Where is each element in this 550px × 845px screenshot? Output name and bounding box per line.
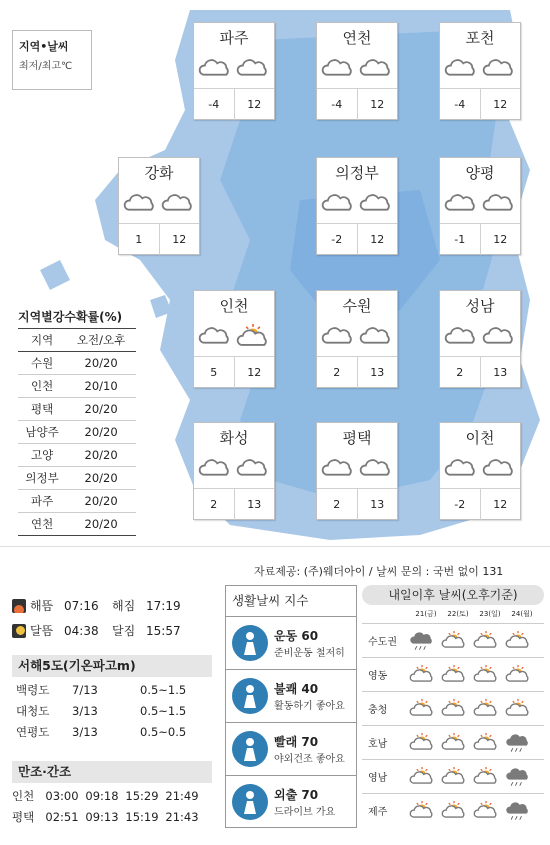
exercise-icon [232,625,268,661]
rain-value: 20/20 [66,352,136,375]
sun-cloud-icon [470,796,502,826]
tide-times [12,761,212,828]
legend-subtitle: 최저/최고℃ [19,61,73,72]
sun-cloud-icon [470,626,502,656]
cloud-icon [198,456,232,486]
city-card [439,422,521,520]
cloud-icon [321,456,355,486]
tide-time: 09:13 [85,810,119,824]
table-row [18,398,136,421]
city-temps [194,89,274,120]
rain-region: 인천 [18,375,66,398]
weather-icons [194,53,274,89]
temp-low: 2 [194,489,235,520]
sunset-label: 해짐 [112,599,136,613]
moonrise-time: 04:38 [64,623,99,638]
cloud-rain-icon [406,626,438,656]
city-card [439,22,521,120]
rain-region: 의정부 [18,467,66,490]
sun-cloud-icon [470,694,502,724]
moonrise-label: 달뜸 [30,624,54,638]
table-row [18,467,136,490]
list-item [12,680,212,701]
table-row [18,352,136,375]
city-name: 의정부 [335,164,379,182]
cloud-icon [198,324,232,354]
sun-moon-times [12,593,212,643]
moonset-time: 15:57 [146,623,181,638]
island-wave: 0.5~1.5 [140,683,187,697]
tide-place: 평택 [12,810,35,824]
cloud-icon [359,56,393,86]
temp-low: -2 [440,489,481,520]
forecast-row [362,623,544,657]
laundry-icon [232,731,268,767]
rain-region: 수원 [18,352,66,375]
forecast-region: 수도권 [368,637,397,648]
city-name: 파주 [219,29,249,47]
life-index-name: 운동 60 [274,629,319,643]
cloud-icon [236,456,270,486]
forecast-row [362,793,544,827]
forecast-region: 영남 [368,773,388,784]
sun-row [12,593,212,618]
city-temps [440,489,520,520]
forecast-region: 충청 [368,705,388,716]
cloud-icon [321,56,355,86]
temp-low: 2 [440,357,481,388]
moon-row [12,618,212,643]
temp-high: 12 [493,233,508,246]
life-index-name: 빨래 70 [274,735,319,749]
moonset-label: 달짐 [112,624,136,638]
temp-high: 12 [370,98,385,111]
cloud-rain-icon [502,762,534,792]
cloud-icon [444,56,478,86]
section-divider [0,546,550,547]
cloud-icon [482,456,516,486]
city-name: 수원 [342,297,372,315]
cloud-icon [482,324,516,354]
city-temps [194,357,274,388]
rain-value: 20/20 [66,421,136,444]
island-wave: 0.5~0.5 [140,725,187,739]
weather-icons [317,53,397,89]
life-index-item [226,722,356,775]
discomfort-icon [232,678,268,714]
cloud-icon [444,191,478,221]
forecast-region: 제주 [368,807,388,818]
city-name: 인천 [219,297,249,315]
temp-high: 12 [172,233,187,246]
rain-value: 20/20 [66,490,136,513]
island-temp: 3/13 [72,725,98,739]
temp-high: 13 [493,366,508,379]
sun-cloud-icon [438,762,470,792]
city-name: 연천 [342,29,372,47]
forecast-row [362,691,544,725]
island-temp: 7/13 [72,683,98,697]
forecast-date: 23(일) [479,610,501,618]
temp-high: 13 [247,498,262,511]
cloud-icon [359,456,393,486]
cloud-icon [236,56,270,86]
temp-low: 1 [119,224,160,255]
city-card [193,22,275,120]
weather-icons [440,188,520,224]
rain-probability-table [18,306,136,536]
temp-low: -4 [440,89,481,120]
tide-time: 21:43 [165,810,199,824]
life-index-item [226,775,356,828]
island-wave: 0.5~1.5 [140,704,187,718]
city-name: 강화 [144,164,174,182]
city-temps [440,224,520,255]
sun-cloud-icon [406,694,438,724]
sun-cloud-icon [502,660,534,690]
weather-icons [440,321,520,357]
tide-title: 만조·간조 [12,761,212,783]
sun-cloud-icon [406,762,438,792]
cloud-icon [482,56,516,86]
weather-icons [440,53,520,89]
weather-icons [317,453,397,489]
sun-cloud-icon [406,796,438,826]
rain-value: 20/20 [66,444,136,467]
city-card [316,22,398,120]
temp-low: -4 [317,89,358,120]
life-title: 생활날씨 지수 [232,593,309,608]
cloud-icon [321,191,355,221]
sun-cloud-icon [470,762,502,792]
temp-low: 2 [317,489,358,520]
city-card [439,157,521,255]
city-card [439,290,521,388]
life-index-desc: 드라이브 가요 [274,807,336,818]
city-temps [317,357,397,388]
rain-region: 고양 [18,444,66,467]
sun-cloud-icon [438,660,470,690]
rain-value: 20/20 [66,513,136,536]
cloud-rain-icon [502,796,534,826]
city-name: 양평 [465,164,495,182]
city-name: 이천 [465,429,495,447]
life-index-desc: 활동하기 좋아요 [274,701,345,712]
city-temps [440,357,520,388]
sunset-time: 17:19 [146,598,181,613]
rain-region: 파주 [18,490,66,513]
forecast-row [362,759,544,793]
weather-icons [440,453,520,489]
island-name: 대청도 [16,704,50,718]
island-name: 연평도 [16,725,50,739]
city-card [193,422,275,520]
data-source: 자료제공: (주)웨더아이 / 날씨 문의 : 국번 없이 131 [254,565,504,578]
tide-place: 인천 [12,789,35,803]
life-index-item [226,616,356,669]
tide-time: 03:00 [45,789,79,803]
life-index-item [226,669,356,722]
moonrise-icon [12,624,26,638]
sun-cloud-icon [438,694,470,724]
city-card [316,422,398,520]
tide-time: 15:19 [125,810,159,824]
cloud-icon [123,191,157,221]
temp-low: -1 [440,224,481,255]
rain-value: 20/20 [66,398,136,421]
tide-time: 09:18 [85,789,119,803]
temp-high: 12 [247,366,262,379]
temp-low: 5 [194,357,235,388]
weather-icons [317,188,397,224]
city-temps [317,224,397,255]
rain-value: 20/20 [66,467,136,490]
wave-title: 서해5도(기온파고m) [12,655,212,677]
list-item [12,807,212,828]
life-index-name: 불쾌 40 [274,682,319,696]
forecast-date: 24(월) [511,610,533,618]
cloud-icon [444,324,478,354]
temp-low: -2 [317,224,358,255]
forecast-row [362,725,544,759]
sun-cloud-icon [406,660,438,690]
cloud-icon [359,324,393,354]
temp-low: 2 [317,357,358,388]
city-card [193,290,275,388]
forecast-title: 내일이후 날씨(오후기준) [362,585,544,605]
legend-title: 지역•날씨 [19,40,69,53]
table-row [18,513,136,536]
city-name: 평택 [342,429,372,447]
sun-cloud-icon [470,728,502,758]
temp-high: 12 [370,233,385,246]
rain-value: 20/10 [66,375,136,398]
list-item [12,701,212,722]
sun-cloud-icon [438,728,470,758]
city-card [316,157,398,255]
table-row [18,375,136,398]
forecast-after-tomorrow [362,585,544,827]
sun-cloud-icon [236,324,270,354]
life-index-name: 외출 70 [274,788,319,802]
temp-high: 12 [247,98,262,111]
map-legend [12,30,92,90]
sun-cloud-icon [438,626,470,656]
list-item [12,722,212,743]
table-row [18,490,136,513]
temp-low: -4 [194,89,235,120]
city-name: 포천 [465,29,495,47]
sunrise-label: 해뜸 [30,599,54,613]
sunrise-icon [12,599,26,613]
rain-title: 지역별강수확률(%) [18,310,123,324]
life-weather-index [225,585,357,828]
forecast-region: 호남 [368,739,388,750]
temp-high: 13 [370,498,385,511]
cloud-icon [321,324,355,354]
temp-high: 12 [493,498,508,511]
forecast-region: 영동 [368,671,388,682]
city-card [118,157,200,255]
city-card [316,290,398,388]
forecast-date: 21(금) [415,610,437,618]
city-name: 성남 [465,297,495,315]
rain-header-ampm: 오전/오후 [66,329,136,352]
rain-region: 평택 [18,398,66,421]
west-sea-islands [12,655,212,743]
life-index-desc: 준비운동 철저히 [274,648,345,659]
weather-icons [317,321,397,357]
sun-cloud-icon [502,626,534,656]
rain-header-region: 지역 [18,329,66,352]
rain-region: 연천 [18,513,66,536]
sun-cloud-icon [502,694,534,724]
city-temps [440,89,520,120]
cloud-icon [482,191,516,221]
cloud-rain-icon [502,728,534,758]
city-name: 화성 [219,429,249,447]
table-row [18,421,136,444]
city-temps [194,489,274,520]
sunrise-time: 07:16 [64,598,99,613]
temp-high: 12 [493,98,508,111]
island-temp: 3/13 [72,704,98,718]
table-row [18,444,136,467]
cloud-icon [161,191,195,221]
weather-icons [119,188,199,224]
outing-icon [232,784,268,820]
tide-time: 02:51 [45,810,79,824]
sun-cloud-icon [470,660,502,690]
forecast-row [362,657,544,691]
sun-cloud-icon [406,728,438,758]
city-temps [119,224,199,255]
weather-icons [194,453,274,489]
tide-time: 15:29 [125,789,159,803]
cloud-icon [198,56,232,86]
tide-time: 21:49 [165,789,199,803]
life-index-desc: 야외건조 좋아요 [274,754,345,765]
temp-high: 13 [370,366,385,379]
island-name: 백령도 [16,683,50,697]
cloud-icon [444,456,478,486]
list-item [12,786,212,807]
weather-icons [194,321,274,357]
sun-cloud-icon [438,796,470,826]
city-temps [317,489,397,520]
cloud-icon [359,191,393,221]
city-temps [317,89,397,120]
forecast-date: 22(토) [447,610,469,618]
rain-region: 남양주 [18,421,66,444]
